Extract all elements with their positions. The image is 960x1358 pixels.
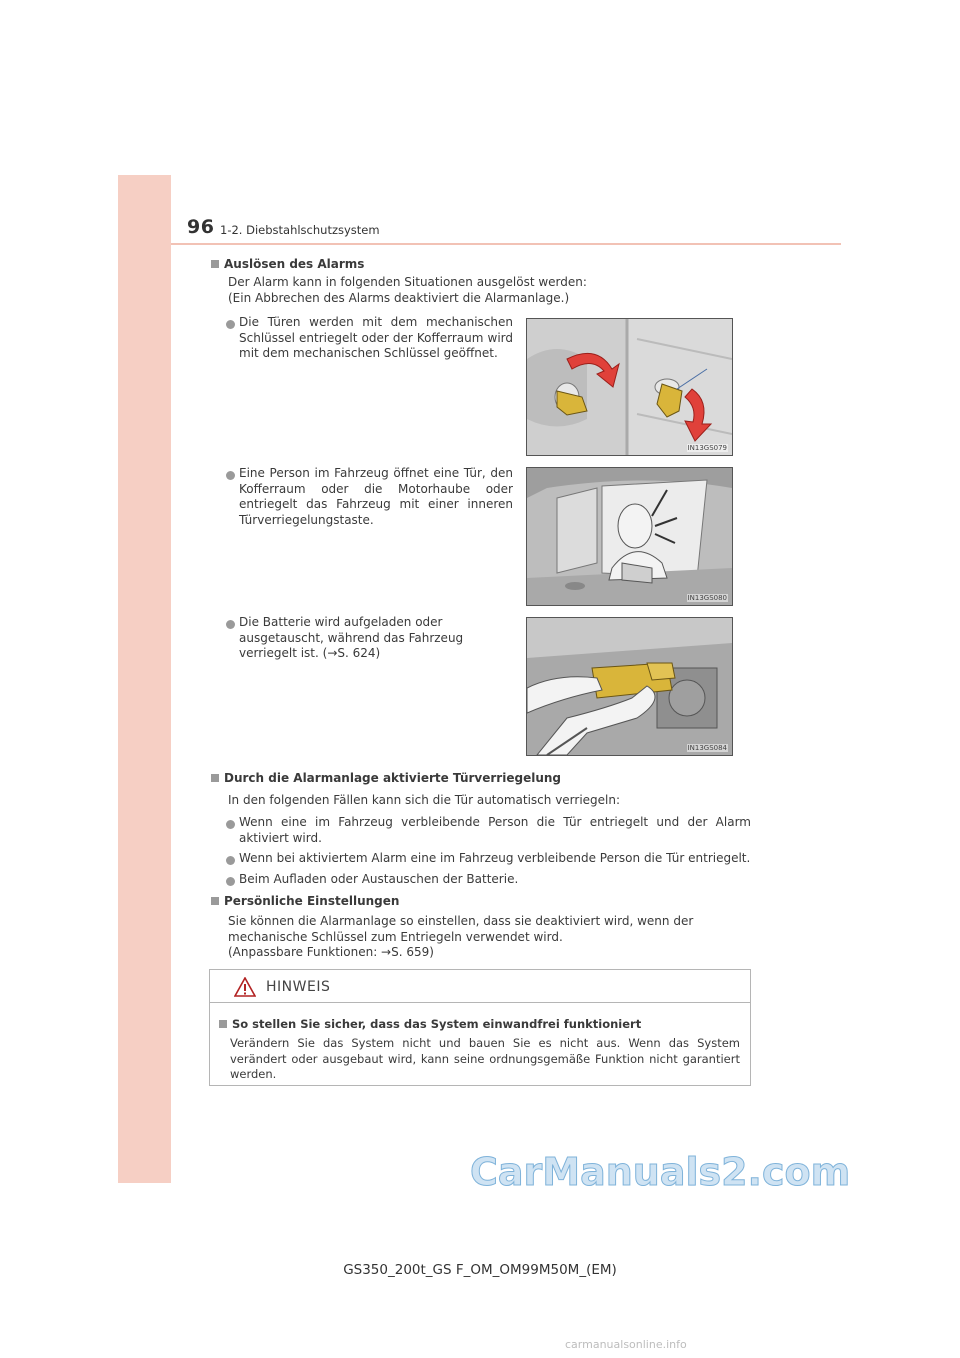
bullet-icon [226, 820, 235, 829]
section-title: 1-2. Diebstahlschutzsystem [220, 223, 380, 237]
personal-heading: Persönliche Einstellungen [211, 894, 399, 910]
alarm-item-3: Die Batterie wird aufgeladen oder ausgetauscht, während das Fahrzeug verriegelt ist. (→S. 624) [239, 615, 464, 660]
figure-code: IN13GS080 [687, 594, 727, 602]
alarm-item-1: Die Türen werden mit dem mechanischen Schlüssel entriegelt oder der Kofferraum wird mit dem mechanischen Schlüssel geöffnet. [239, 315, 513, 360]
footer-code: GS350_200t_GS F_OM_OM99M50M_(EM) [343, 1262, 617, 1278]
alarm-item-2: Eine Person im Fahrzeug öffnet eine Tür, den Kofferraum oder die Motorhaube oder entriegelt das Fahrzeug mit einer inneren Türverriegelungstaste. [239, 466, 513, 527]
page-number: 96 [187, 216, 215, 238]
square-bullet-icon [211, 774, 219, 782]
chapter-sidebar [118, 175, 171, 1183]
door-lock-intro: In den folgenden Fällen kann sich die Tür automatisch verriegeln: [228, 793, 621, 807]
figure-code: IN13GS084 [687, 744, 727, 752]
square-bullet-icon [211, 897, 219, 905]
alarm-intro-1: Der Alarm kann in folgenden Situationen ausgelöst werden: [228, 275, 587, 289]
door-lock-item-2: Wenn bei aktiviertem Alarm eine im Fahrzeug verbleibende Person die Tür entriegelt. [239, 851, 751, 865]
figure-code: IN13GS079 [687, 444, 727, 452]
bullet-icon [226, 471, 235, 480]
door-lock-item-3: Beim Aufladen oder Austauschen der Batterie. [239, 872, 519, 886]
notice-body: Verändern Sie das System nicht und bauen Sie es nicht aus. Wenn das System verändert oder ausgebaut wird, kann seine ordnungsgemäße Funktion nicht garantiert werden. [230, 1036, 740, 1081]
personal-ref: (Anpassbare Funktionen: →S. 659) [228, 945, 434, 959]
bullet-icon [226, 877, 235, 886]
watermark-url: carmanualsonline.info [565, 1338, 687, 1351]
header-rule [171, 243, 841, 245]
watermark-logo: CarManuals2.com [470, 1150, 851, 1194]
bullet-icon [226, 620, 235, 629]
personal-body: Sie können die Alarmanlage so einstellen, dass sie deaktiviert wird, wenn der mechanische Schlüssel zum Entriegeln verwendet wird. [228, 914, 694, 944]
notice-heading: So stellen Sie sicher, dass das System einwandfrei funktioniert [219, 1017, 641, 1033]
notice-box [209, 969, 751, 1086]
notice-title: HINWEIS [266, 979, 331, 995]
door-lock-heading: Durch die Alarmanlage aktivierte Türverriegelung [211, 771, 561, 787]
square-bullet-icon [211, 260, 219, 268]
alarm-intro-2: (Ein Abbrechen des Alarms deaktiviert die Alarmanlage.) [228, 291, 570, 305]
square-bullet-icon [219, 1020, 227, 1028]
figure-mechanical-key [526, 318, 733, 456]
figure-battery [526, 617, 733, 756]
bullet-icon [226, 320, 235, 329]
door-lock-item-1: Wenn eine im Fahrzeug verbleibende Person die Tür entriegelt und der Alarm aktiviert wird. [239, 815, 751, 845]
bullet-icon [226, 856, 235, 865]
notice-header [210, 970, 750, 1003]
figure-person-in-car [526, 467, 733, 606]
warning-triangle-icon [234, 977, 256, 997]
alarm-heading: Auslösen des Alarms [211, 257, 364, 273]
